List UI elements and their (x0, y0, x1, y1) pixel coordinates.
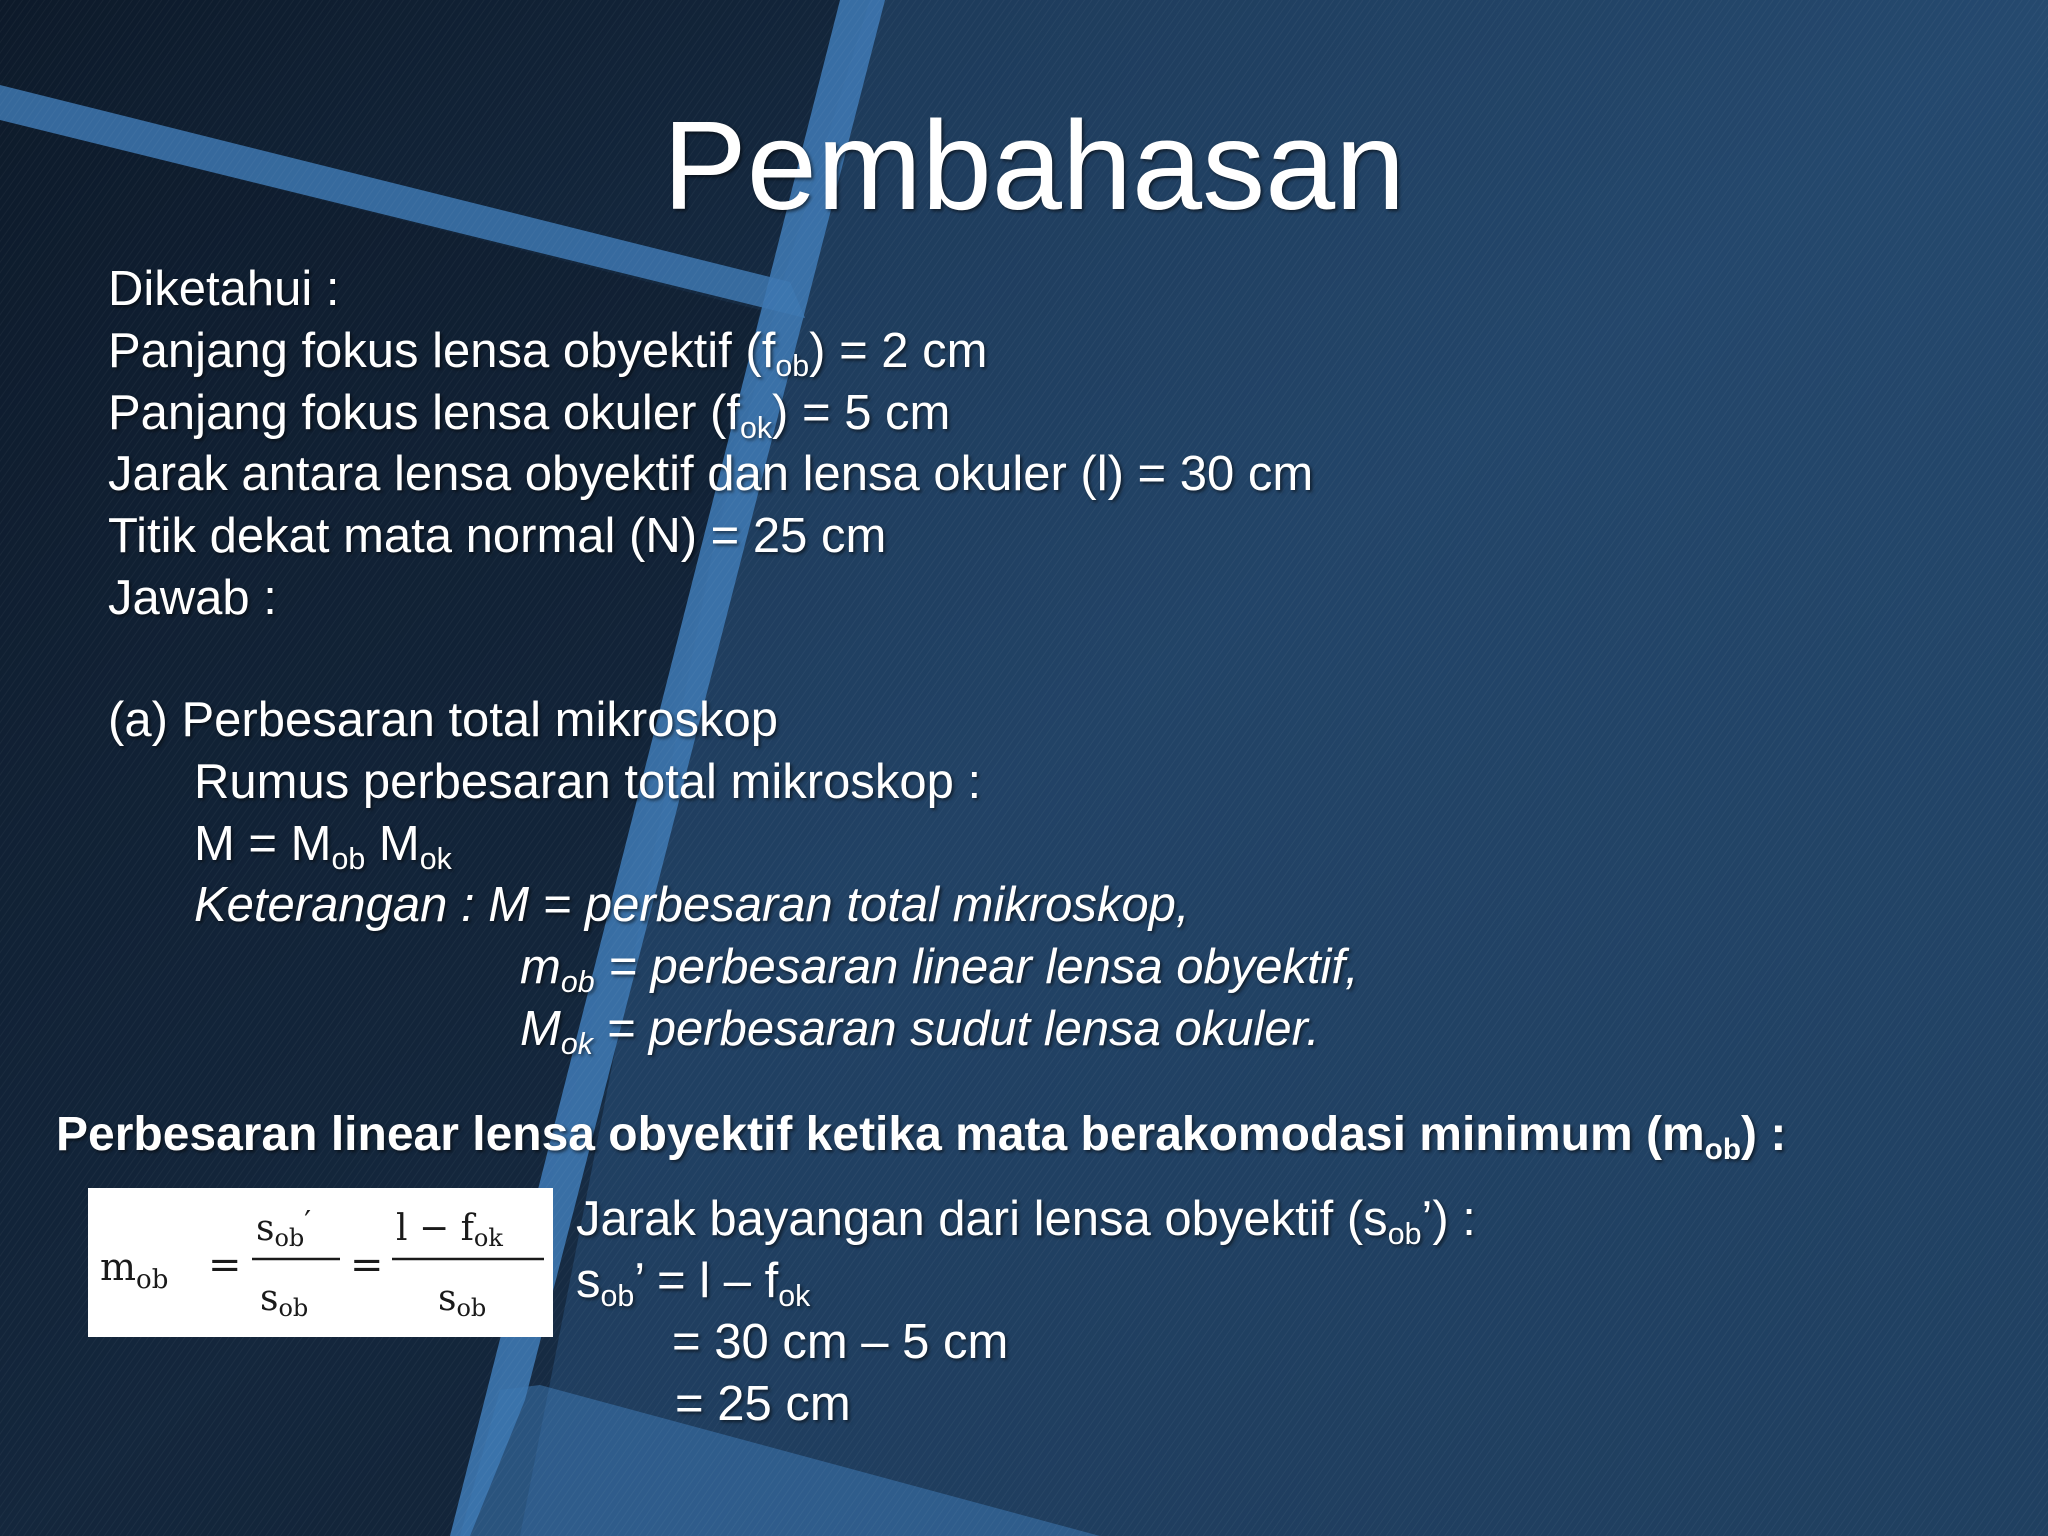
svg-text:sob: sob (260, 1278, 309, 1322)
linear-magnification-heading: Perbesaran linear lensa obyektif ketika mata berakomodasi minimum $(m_{ob})$ : (56, 1108, 1787, 1166)
linear-magnification-formula-image (88, 1188, 553, 1337)
jarak-equation-3: = 25 cm (675, 1377, 851, 1431)
jarak-bayangan-label: Jarak bayangan dari lensa obyektif $(s_{ob}’)$ : (576, 1192, 1476, 1252)
given-fob: Panjang fokus lensa obyektif $(f_{ob}) = 2$ cm (108, 324, 988, 384)
keterangan-line-2: $m_{ob}$ = perbesaran linear lensa obyektif, (520, 940, 1359, 1000)
svg-text:mob: $m_{ob}$ (100, 1245, 169, 1295)
jarak-equation-2: = 30 cm – 5 cm (672, 1315, 1009, 1369)
slide-title: Pembahasan (662, 95, 1406, 236)
part-a-title: (a) Perbesaran total mikroskop (108, 693, 778, 747)
total-magnification-formula: $M = M_{ob}$ $M_{ok}$ (194, 817, 452, 877)
jawab-label: Jawab : (108, 571, 277, 625)
keterangan-line-1: Keterangan : M = perbesaran total mikroskop, (194, 878, 1190, 932)
keterangan-line-3: $M_{ok}$ = perbesaran sudut lensa okuler. (520, 1002, 1320, 1062)
svg-text:=: = (350, 1242, 384, 1288)
given-near-point: Titik dekat mata normal (N) = 25 cm (108, 509, 887, 563)
svg-text:l − fok: l − fok (396, 1208, 503, 1252)
diketahui-label: Diketahui : (108, 262, 340, 316)
jarak-equation-1: $s_{ob}$’ = l – $f_{ok}$ (576, 1254, 811, 1314)
given-distance: Jarak antara lensa obyektif dan lensa okuler (l) = 30 cm (108, 447, 1314, 501)
rumus-label: Rumus perbesaran total mikroskop : (194, 755, 982, 809)
svg-text:sob′: sob′ (256, 1205, 312, 1252)
svg-text:=: = (208, 1242, 242, 1288)
svg-text:sob: sob (438, 1278, 487, 1322)
given-fok: Panjang fokus lensa okuler $(f_{ok}) = 5$ cm (108, 386, 951, 446)
